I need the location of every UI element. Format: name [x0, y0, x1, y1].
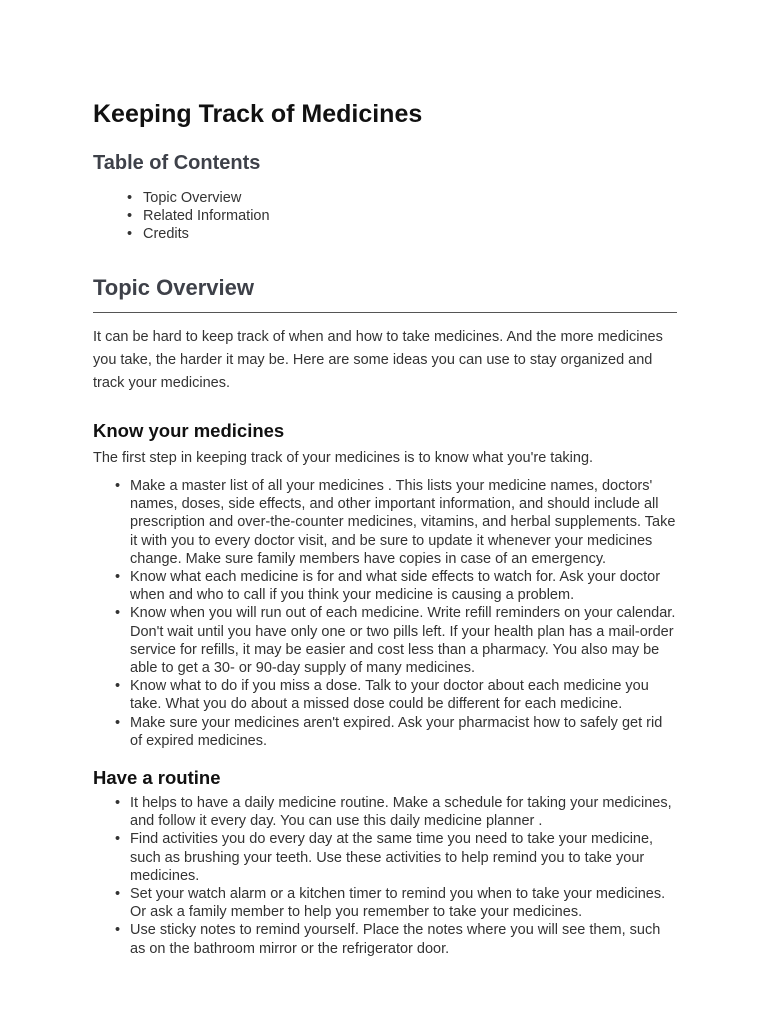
page-title: Keeping Track of Medicines [93, 100, 423, 128]
list-item: • Know when you will run out of each medicine. Write refill reminders on your calendar. Don't wait until you have only one or two pills left. If your health plan has a mail-order service for refills, it may be easier and cost less than a pharmacy. You also may be able to get a 30- or 90-day supply of many medicines. [115, 604, 677, 677]
list-item: • Find activities you do every day at the same time you need to take your medicine, such as brushing your teeth. Use these activities to help remind you to take your medicines. [115, 830, 677, 885]
list-item: • Know what each medicine is for and what side effects to watch for. Ask your doctor when and who to call if you think your medicine is causing a problem. [115, 568, 677, 604]
toc-list [93, 189, 677, 243]
know-list [93, 477, 677, 750]
toc-link-related-information[interactable]: • Related Information [127, 207, 677, 225]
subheading-have-a-routine: Have a routine [93, 767, 221, 789]
section-heading-topic-overview: Topic Overview [93, 273, 677, 313]
list-item: • Make sure your medicines aren't expired. Ask your pharmacist how to safely get rid of expired medicines. [115, 714, 677, 750]
know-lead-text: The first step in keeping track of your medicines is to know what you're taking. [93, 450, 594, 466]
list-item: • Use sticky notes to remind yourself. Place the notes where you will see them, such as on the bathroom mirror or the refrigerator door. [115, 921, 677, 957]
toc-link-topic-overview[interactable]: • Topic Overview [127, 189, 677, 207]
overview-intro: It can be hard to keep track of when and how to take medicines. And the more medicines you take, the harder it may be. Here are some ideas you can use to stay organized and track your medicines. [93, 329, 663, 391]
subheading-know-your-medicines: Know your medicines [93, 420, 285, 441]
list-item: • It helps to have a daily medicine routine. Make a schedule for taking your medicines, and follow it every day. You can use this daily medicine planner . [115, 794, 677, 830]
list-item: • Make a master list of all your medicines . This lists your medicine names, doctors' names, doses, side effects, and other important information, and should include all prescription and over-the-counter medicines, vitamins, and herbal supplements. Take it with you to every doctor visit, and be sure to update it whenever your medicines change. Make sure family members have copies in case of an emergency. [115, 477, 677, 568]
list-item: • Know what to do if you miss a dose. Talk to your doctor about each medicine you take. What you do about a missed dose could be different for each medicine. [115, 677, 677, 713]
list-item: • Set your watch alarm or a kitchen timer to remind you when to take your medicines. Or ask a family member to help you remember to take your medicines. [115, 885, 677, 921]
toc-link-credits[interactable]: • Credits [127, 225, 677, 243]
routine-list [93, 794, 677, 958]
toc-heading: Table of Contents [93, 152, 261, 174]
